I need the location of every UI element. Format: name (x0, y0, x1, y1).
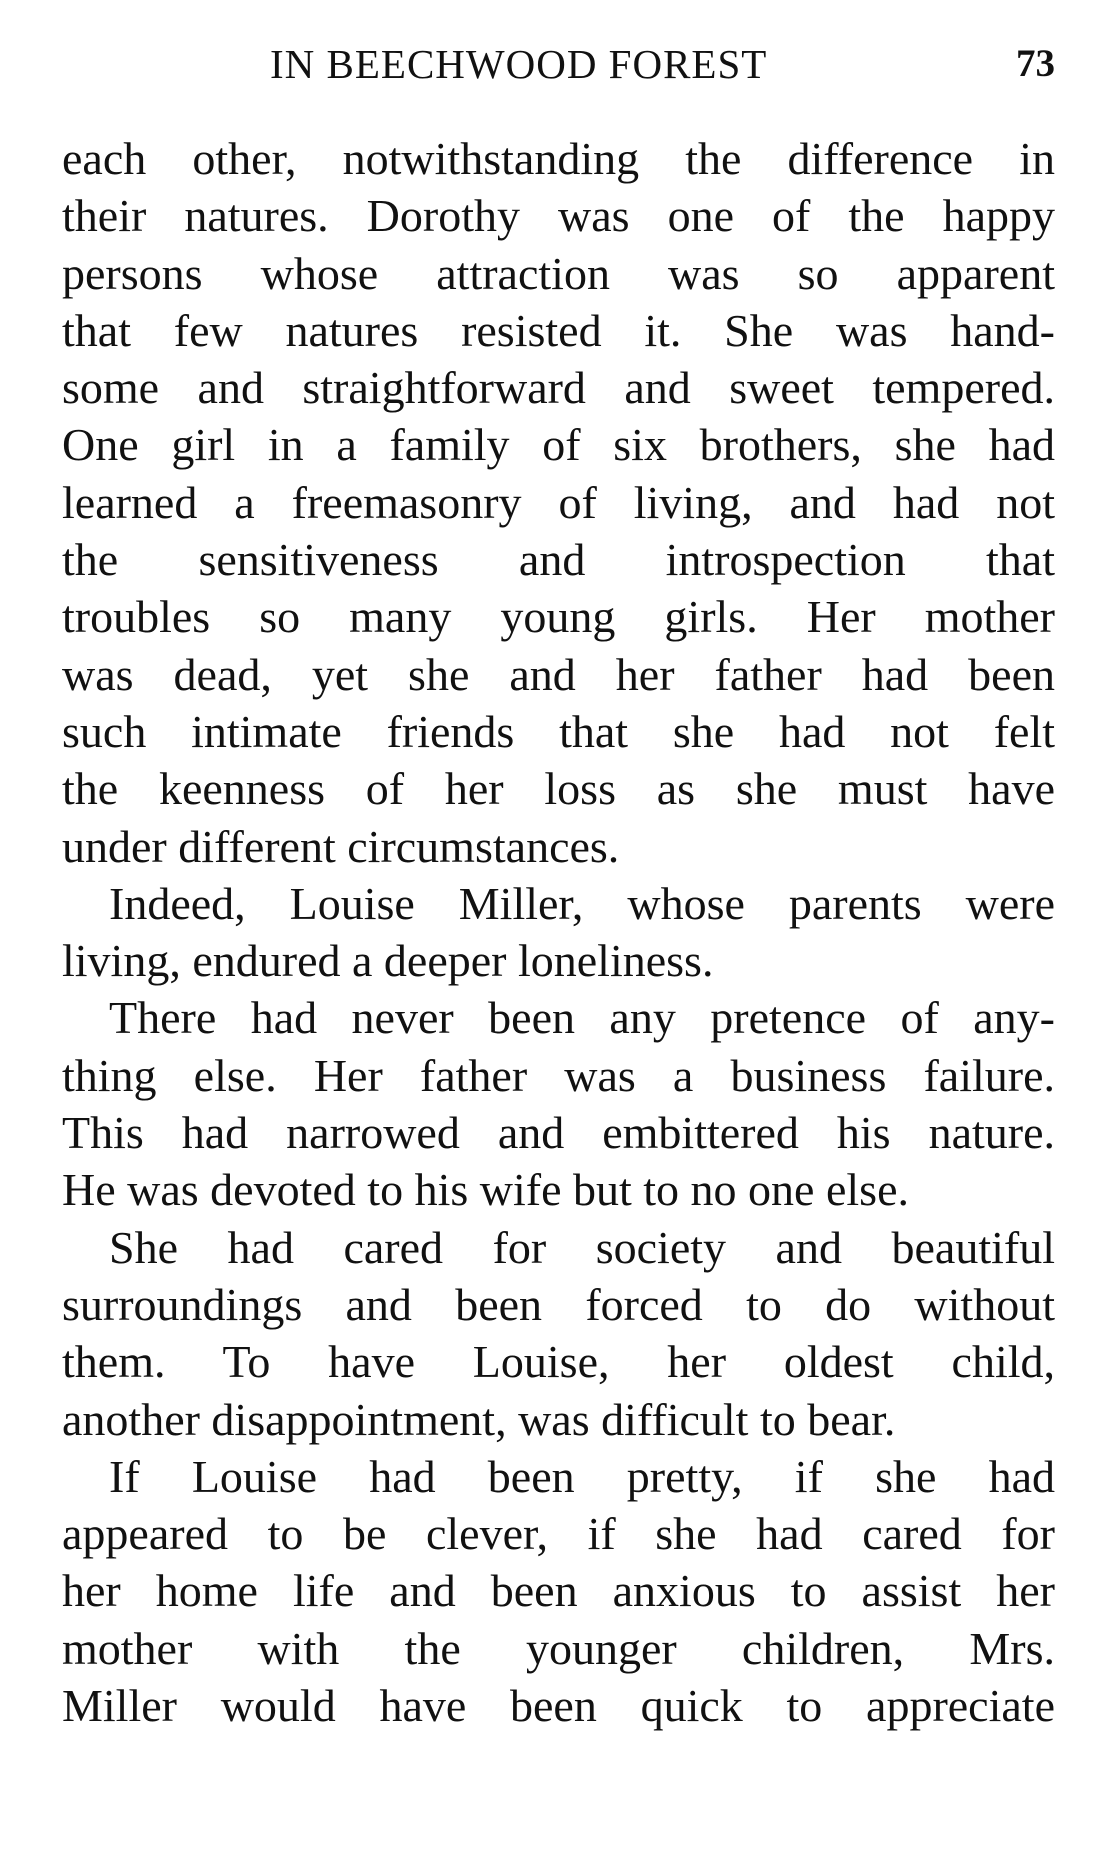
page-number: 73 (1016, 42, 1055, 85)
text-line: He was devoted to his wife but to no one else. (62, 1164, 909, 1216)
text-line: appeared to be clever, if she had cared for (62, 1508, 1055, 1560)
text-line: such intimate friends that she had not felt (62, 705, 1055, 757)
text-line: her home life and been anxious to assist her (62, 1565, 1055, 1617)
text-line: their natures. Dorothy was one of the happy (62, 190, 1055, 242)
text-line: thing else. Her father was a business failure. (62, 1049, 1055, 1101)
text-line: persons whose attraction was so apparent (62, 247, 1055, 299)
text-line: that few natures resisted it. She was hand- (62, 304, 1055, 356)
text-line: another disappointment, was difficult to bear. (62, 1393, 896, 1445)
text-line: Miller would have been quick to appreciate (62, 1680, 1055, 1732)
text-line: living, endured a deeper loneliness. (62, 935, 714, 987)
text-line: There had never been any pretence of any- (109, 992, 1055, 1044)
text-line: One girl in a family of six brothers, she had (62, 419, 1055, 471)
text-line: Indeed, Louise Miller, whose parents were (109, 877, 1055, 929)
running-title: IN BEECHWOOD FOREST (270, 41, 768, 87)
text-line: troubles so many young girls. Her mother (62, 591, 1055, 643)
text-line: She had cared for society and beautiful (109, 1221, 1055, 1273)
text-line: was dead, yet she and her father had been (62, 648, 1055, 700)
text-line: This had narrowed and embittered his nature. (62, 1107, 1055, 1159)
text-line: surroundings and been forced to do without (62, 1278, 1055, 1330)
text-line: under different circumstances. (62, 820, 620, 872)
running-head (60, 38, 1055, 90)
text-line: them. To have Louise, her oldest child, (62, 1336, 1055, 1388)
text-line: If Louise had been pretty, if she had (109, 1450, 1055, 1502)
text-line: some and straightforward and sweet tempered. (62, 362, 1055, 414)
text-line: mother with the younger children, Mrs. (62, 1622, 1055, 1674)
text-line: the keenness of her loss as she must have (62, 763, 1055, 815)
text-line: the sensitiveness and introspection that (62, 534, 1055, 586)
text-line: each other, notwithstanding the difference in (62, 133, 1055, 184)
text-line: learned a freemasonry of living, and had not (62, 476, 1055, 528)
body-text (62, 130, 1055, 1734)
